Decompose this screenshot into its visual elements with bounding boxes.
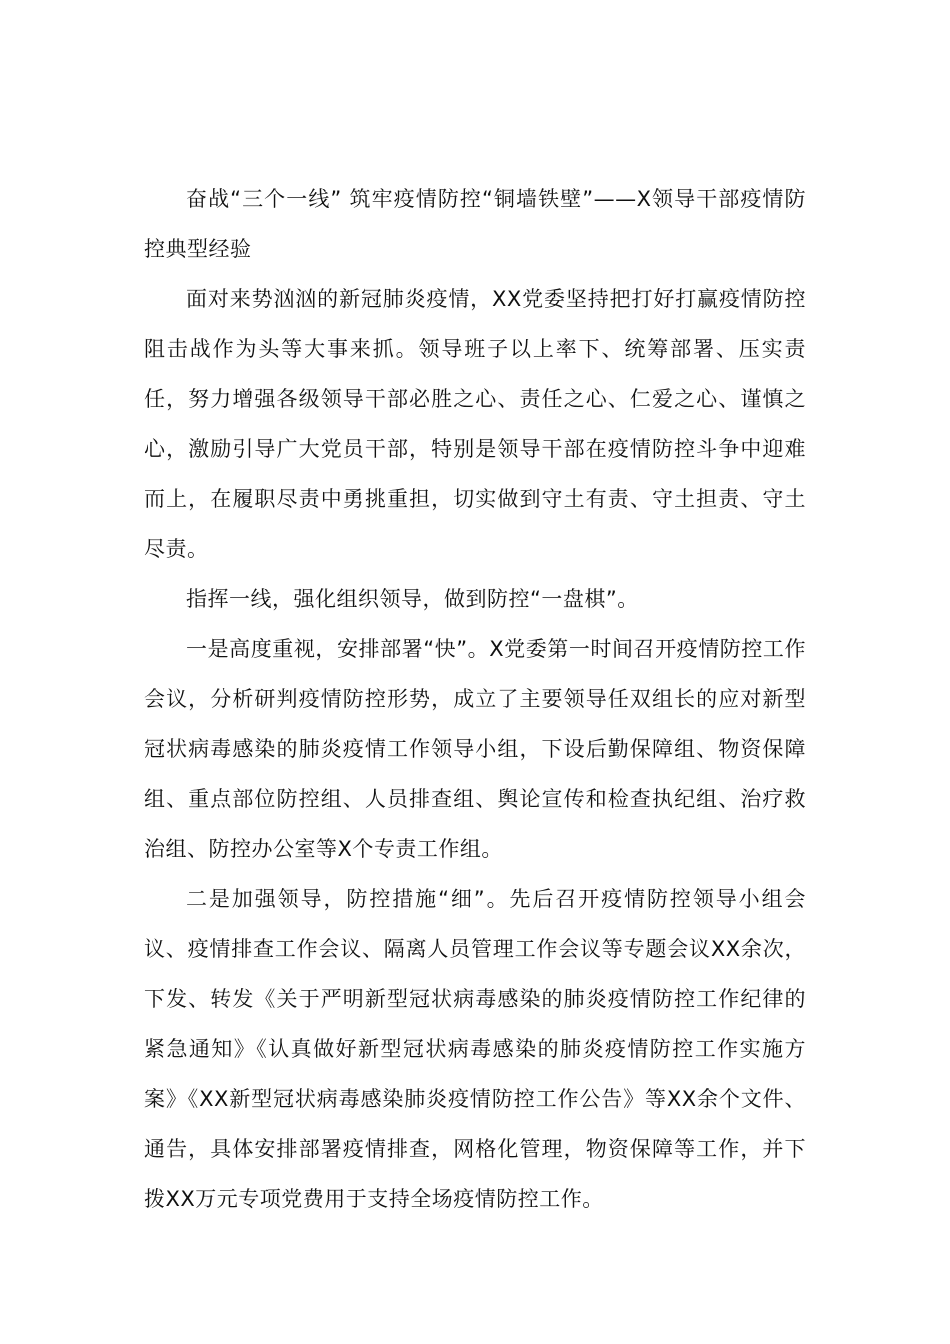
- paragraph-heading-command: 指挥一线，强化组织领导，做到防控“一盘棋”。: [186, 587, 639, 611]
- paragraph-point-one: 一是高度重视，安排部署“快”。X党委第一时间召开疫情防控工作会议，分析研判疫情防控形势，成立了主要领导任双组长的应对新型冠状病毒感染的肺炎疫情工作领导小组，下设后勤保障组、物资保障组、重点部位防控组、人员排查组、舆论宣传和检查执纪组、治疗救治组、防控办公室等X个专责工作组。: [144, 637, 806, 861]
- document-body: [144, 174, 806, 1224]
- paragraph-point-two: 二是加强领导，防控措施“细”。先后召开疫情防控领导小组会议、疫情排查工作会议、隔离人员管理工作会议等专题会议XX余次，下发、转发《关于严明新型冠状病毒感染的肺炎疫情防控工作纪律的紧急通知》《认真做好新型冠状病毒感染的肺炎疫情防控工作实施方案》《XX新型冠状病毒感染肺炎疫情防控工作公告》等XX余个文件、通告，具体安排部署疫情排查，网格化管理，物资保障等工作，并下拨XX万元专项党费用于支持全场疫情防控工作。: [144, 887, 806, 1211]
- paragraph-intro: 面对来势汹汹的新冠肺炎疫情，XX党委坚持把打好打赢疫情防控阻击战作为头等大事来抓。领导班子以上率下、统筹部署、压实责任，努力增强各级领导干部必胜之心、责任之心、仁爱之心、谨慎之心，激励引导广大党员干部，特别是领导干部在疫情防控斗争中迎难而上，在履职尽责中勇挑重担，切实做到守土有责、守土担责、守土尽责。: [144, 287, 806, 561]
- document-title: 奋战“三个一线” 筑牢疫情防控“铜墙铁壁”——X领导干部疫情防控典型经验: [144, 187, 806, 261]
